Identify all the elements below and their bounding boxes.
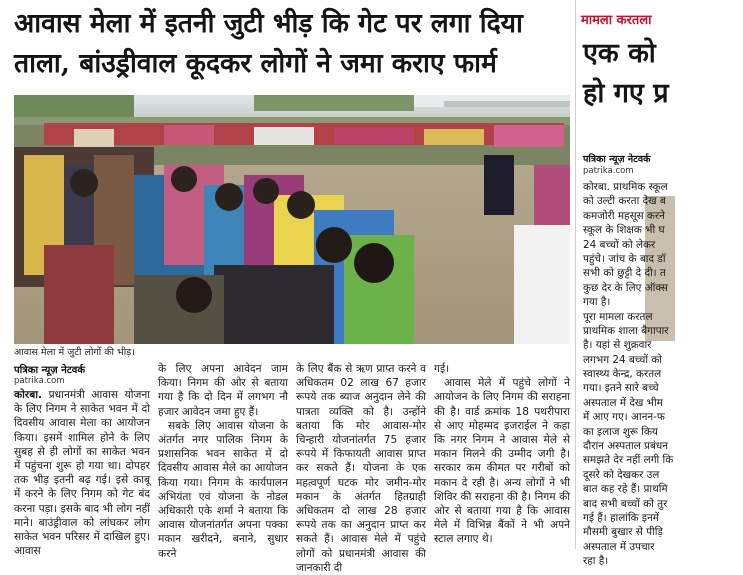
- adjacent-text-line: प्राथमिक शाला बैगापार: [583, 324, 669, 337]
- section-tag: मामला करतला: [581, 13, 652, 28]
- adjacent-text-line: है। यहां से शुक्रवार: [583, 339, 652, 352]
- adjacent-text-line: स्वास्थ्य केन्द्र, करतल: [583, 368, 662, 381]
- adjacent-headline-line: हो गए प्र: [583, 78, 669, 109]
- article-column-4: [434, 362, 570, 548]
- adjacent-text-line: 24 बच्चों को लेकर: [583, 238, 656, 251]
- adjacent-text-line: को उल्टी करता देख ब: [583, 195, 666, 208]
- adjacent-text-line: गया। इतने सारे बच्चे: [583, 382, 659, 395]
- adjacent-text-line: अस्पताल में उपचार: [583, 540, 655, 553]
- crowd-photo: [14, 95, 570, 344]
- adjacent-text-line: बाद सभी बच्चों को तुर: [583, 497, 668, 510]
- column-divider: [575, 0, 576, 549]
- adjacent-text-line: रहा है।: [583, 555, 609, 568]
- adjacent-text-line: मौसमी बुखार से पीड़ि: [583, 526, 663, 539]
- crowd-photo-illustration: [14, 95, 570, 344]
- photo-caption: आवास मेला में जुटी लोगों की भीड़।: [14, 347, 135, 358]
- site-label: patrika.com: [14, 376, 65, 386]
- article-col2-para2: सबके लिए आवास योजना के अंतर्गत नगर पालिक निगम के प्रशासनिक भवन साकेत में दो दिवसीय आवास मेले का आयोजन किया गया। निगम के कार्यपालन अभियंता एवं योजना के नोडल अधिकारी एके शर्मा ने बताया कि आवास योजनांतर्गत अपना पक्का मकान खरीदने, बनाने, सुधार करने: [158, 419, 288, 560]
- adjacent-text-line: का इलाज शुरू किय: [583, 425, 658, 438]
- article-col3-text: के लिए बैंक से ऋण प्राप्त करने व अधिकतम 02 लाख 67 हजार रूपये तक ब्याज अनुदान लेने की पात्रता व्यक्ति को है। उन्होंने बताया कि मोर आवास-मोर चिन्हारी योजनांतर्गत 75 हजार रूपये में किफायती आवास प्राप्त कर सकते हैं। योजना के एक महत्वपूर्ण घटक मोर जमीन-मोर मकान के अंतर्गत हितग्राही अधिकतम दो लाख 28 हजार रूपये तक का अनुदान प्राप्त कर सकते हैं। आवास मेले में पहुंचे लोगों को प्रधानमंत्री आवास की जानकारी दी: [296, 363, 426, 574]
- adjacent-text-line: कुछ देर के लिए ऑक्स: [583, 281, 668, 294]
- adjacent-text-line: पूरा मामला करतल: [583, 310, 653, 323]
- adjacent-article-text: [583, 180, 743, 569]
- adjacent-text-line: गई हैं। हालांकि इनमें: [583, 511, 660, 524]
- adjacent-headline: [583, 34, 669, 114]
- article-column-3: [296, 362, 426, 574]
- article-col4-para1: गई।: [434, 363, 450, 375]
- adjacent-text-line: कोरबा. प्राथमिक स्कूल: [583, 181, 668, 193]
- adjacent-text-line: पहुंचे। जांच के बाद डॉ: [583, 252, 666, 265]
- adjacent-text-line: कमजोरी महसूस करने: [583, 209, 665, 222]
- article-col2-para1: के लिए अपना आवेदन जाम किया। निगम की ओर से बताया गया है कि दो दिन में लगभग नौ हजार आवेदन जमा हुए हैं।: [158, 363, 288, 418]
- byline: पत्रिका न्यूज़ नेटवर्क: [14, 365, 86, 376]
- article-column-2: [158, 362, 288, 560]
- headline: आवास मेला में इतनी जुटी भीड़ कि गेट पर लगा दिया ताला, बांउड्रीवाल कूदकर लोगों ने जमा कराए फार्म: [14, 8, 523, 79]
- adjacent-text-line: बात कह रहे हैं। प्राथमि: [583, 483, 668, 496]
- adjacent-text-line: अस्पताल में देख भीम: [583, 396, 663, 409]
- adjacent-text-line: लगभग 24 बच्चों को: [583, 353, 662, 366]
- adjacent-text-line: समझते देर नहीं लगी कि: [583, 454, 674, 467]
- adjacent-text-line: स्कूल के शिक्षक भी घ: [583, 224, 665, 237]
- article-column-1: [14, 388, 150, 558]
- dateline: कोरबा.: [14, 389, 43, 401]
- adjacent-headline-line: एक को: [583, 38, 656, 69]
- adjacent-text-line: गया है।: [583, 296, 611, 309]
- adjacent-text-line: दौरान अस्पताल प्रबंधन: [583, 440, 669, 453]
- article-col1-text: प्रधानमंत्री आवास योजना के लिए निगम ने साकेत भवन में दो दिवसीय आवास मेला का आयोजन किया। इसमें शामिल होने के लिए सुबह से ही लोगों का साकेत भवन में पहुंचना शुरू हो गया था। दोपहर तक भीड़ इतनी बढ़ गई। इसे काबू में करने के लिए निगम को गेट बंद करना पड़ा। इसके बाद भी लोग नहीं माने। बाउंड्रीवाल को लांघकर लोग साकेत भवन परिसर में दाखिल हुए। आवास: [14, 389, 150, 558]
- adjacent-article: [577, 0, 674, 568]
- adjacent-text-line: सभी को छुट्टी दे दी। त: [583, 267, 666, 280]
- adjacent-byline: पत्रिका न्यूज़ नेटवर्क: [583, 154, 651, 165]
- adjacent-text-line: में आए गए। आनन-फ: [583, 411, 665, 424]
- adjacent-text-line: दूसरे को देखकर उल: [583, 468, 660, 481]
- article-col4-para2: आवास मेले में पहुंचे लोगों ने आयोजन के लिए निगम की सराहना की है। वार्ड क्रमांक 18 पथरीपारा से आए मोहम्मद इजराईल ने कहा कि नगर निगम ने आवास मेले से मकान मिलने की उम्मीद जगी है। सरकार कम कीमत पर गरीबों को मकान दे रही है। अन्य लोगों ने भी शिविर की सराहना की है। निगम की ओर से बताया गया है कि आवास मेले में विभिन्न बैंकों ने भी अपने स्टाल लगाए थे।: [434, 377, 570, 546]
- adjacent-site-label: patrika.com: [583, 166, 634, 176]
